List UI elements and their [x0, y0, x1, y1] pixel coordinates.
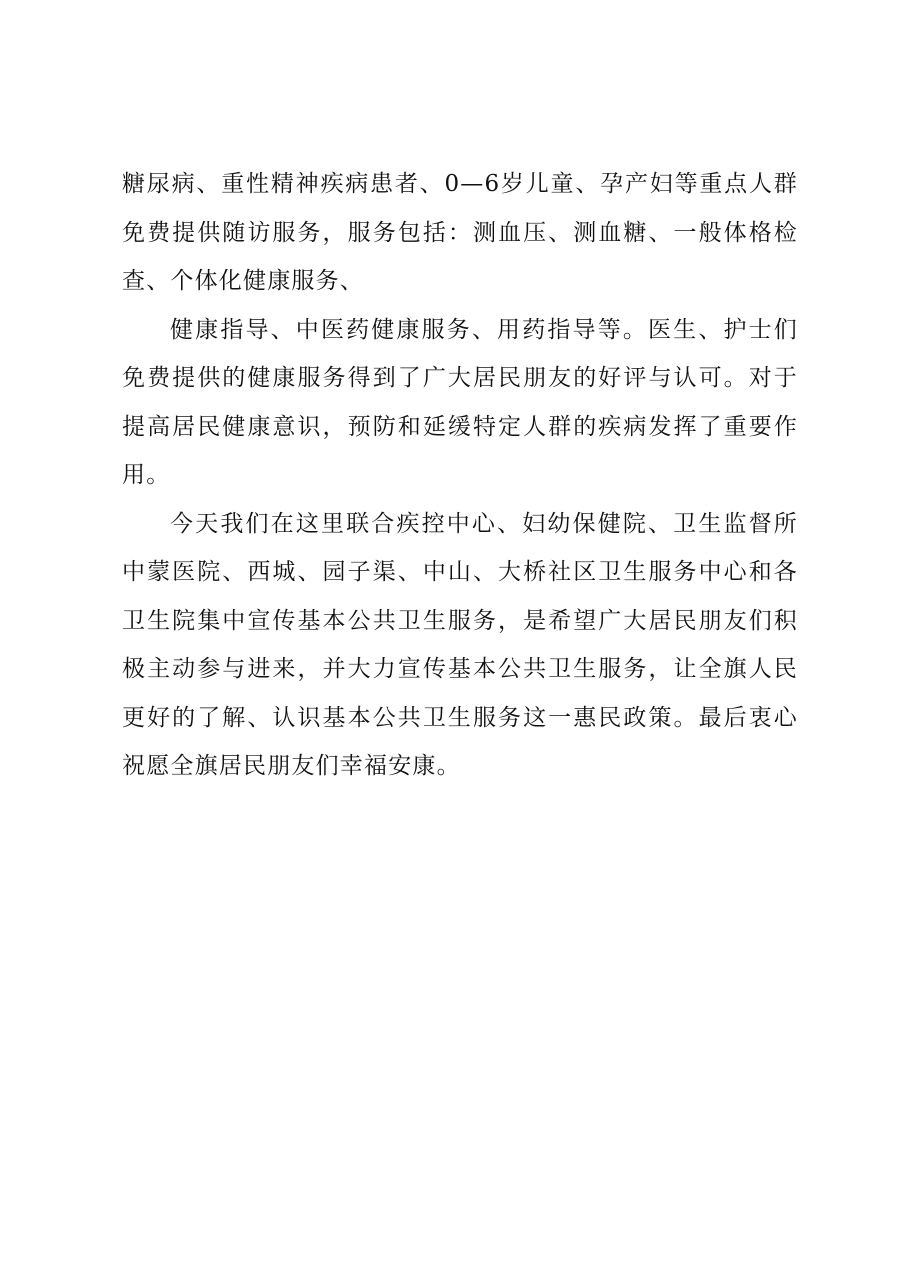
- paragraph-1: 糖尿病、重性精神疾病患者、0—6岁儿童、孕产妇等重点人群免费提供随访服务，服务包括：测血压、测血糖、一般体格检查、个体化健康服务、: [122, 171, 798, 294]
- paragraph-2: 健康指导、中医药健康服务、用药指导等。医生、护士们免费提供的健康服务得到了广大居民朋友的好评与认可。对于提高居民健康意识，预防和延缓特定人群的疾病发挥了重要作用。: [122, 316, 798, 488]
- paragraph-3: 今天我们在这里联合疾控中心、妇幼保健院、卫生监督所中蒙医院、西城、园子渠、中山、大桥社区卫生服务中心和各卫生院集中宣传基本公共卫生服务，是希望广大居民朋友们积极主动参与进来，并大力宣传基本公共卫生服务，让全旗人民更好的了解、认识基本公共卫生服务这一惠民政策。最后衷心祝愿全旗居民朋友们幸福安康。: [122, 510, 798, 779]
- body-text: [122, 160, 798, 791]
